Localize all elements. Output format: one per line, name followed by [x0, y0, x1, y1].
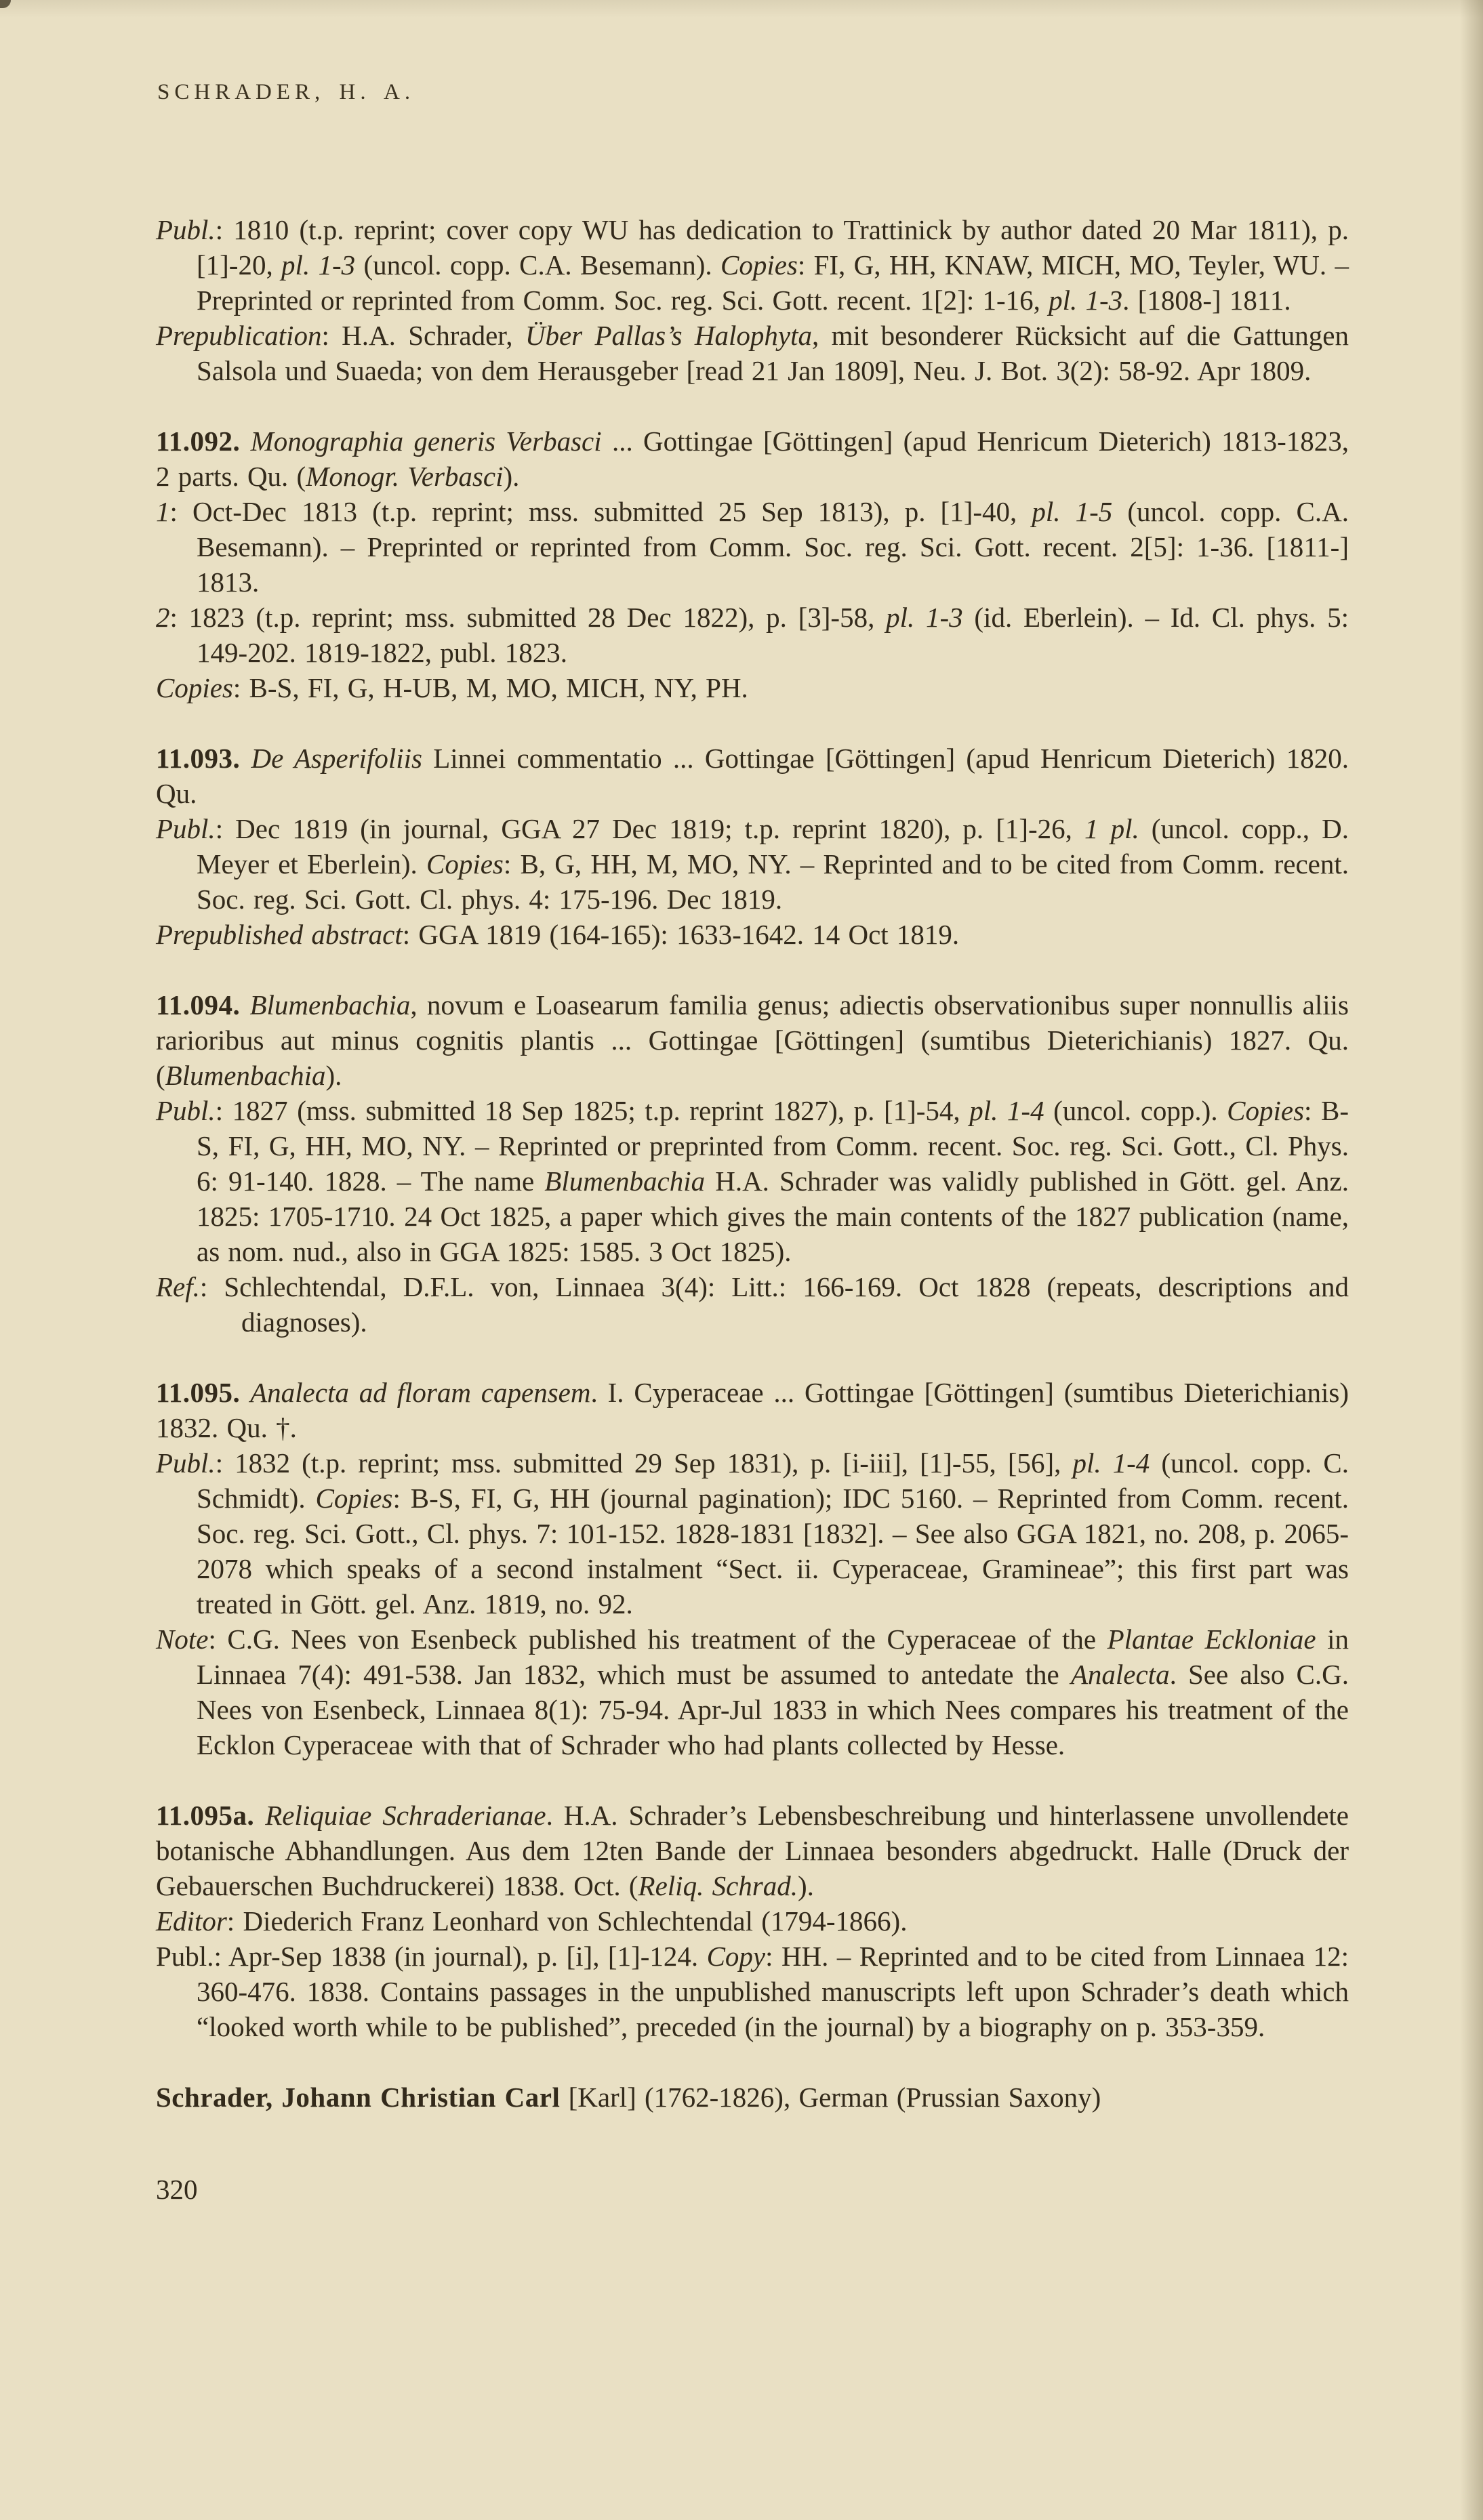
entry-11092-part-2: 2: 1823 (t.p. reprint; mss. submitted 28 Dec 1822), p. [3]-58, pl. 1-3 (id. Eberlein). – Id. Cl. phys. 5: 149-202. 1819-1822, publ. 1823. [156, 602, 1349, 668]
entry-11092-copies: Copies: B-S, FI, G, H-UB, M, MO, MICH, NY, PH. [156, 672, 748, 703]
entry-11095a-publ: Publ.: Apr-Sep 1838 (in journal), p. [i], [1]-124. Copy: HH. – Reprinted and to be cited from Linnaea 12: 360-476. 1838. Contains passages in the unpublished manuscripts left upon Schrader’s death which “looked worth while to be published”, preceded (in the journal) by a biography on p. 353-359. [156, 1941, 1349, 2042]
entry-11095-note: Note: C.G. Nees von Esenbeck published his treatment of the Cyperaceae of the Plantae Eckloniae in Linnaea 7(4): 491-538. Jan 1832, which must be assumed to antedate the Analecta. See also C.G. Nees von Esenbeck, Linnaea 8(1): 75-94. Apr-Jul 1833 in which Nees compares his treatment of the Ecklon Cyperaceae with that of Schrader who had plants collected by Hesse. [156, 1624, 1349, 1760]
entry-heading-11093: 11.093. De Asperifoliis Linnei commentatio ... Gottingae [Göttingen] (apud Henricum Dieterich) 1820. Qu. [156, 743, 1349, 809]
entry-11094-ref: Ref.: Schlechtendal, D.F.L. von, Linnaea 3(4): Litt.: 166-169. Oct 1828 (repeats, descriptions and diagnoses). [156, 1271, 1349, 1338]
entry-heading-11095: 11.095. Analecta ad floram capensem. I. Cyperaceae ... Gottingae [Göttingen] (sumtibus Dieterichianis) 1832. Qu. †. [156, 1377, 1349, 1443]
entry-11095a-editor: Editor: Diederich Franz Leonhard von Schlechtendal (1794-1866). [156, 1905, 908, 1937]
entry-heading-11095a: 11.095a. Reliquiae Schraderianae. H.A. Schrader’s Lebensbeschreibung und hinterlassene unvollendete botanische Abhandlungen. Aus dem 12ten Bande der Linnaea besonders abgedruckt. Halle (Druck der Gebauerschen Buchdruckerei) 1838. Oct. (Reliq. Schrad.). [156, 1800, 1349, 1901]
running-head: SCHRADER, H. A. [157, 80, 415, 104]
entry-heading-schrader-jcc: Schrader, Johann Christian Carl [Karl] (1762-1826), German (Prussian Saxony) [156, 2082, 1101, 2113]
publ-paragraph: Publ.: 1810 (t.p. reprint; cover copy WU has dedication to Trattinick by author dated 20 Mar 1811), p. [1]-20, pl. 1-3 (uncol. copp. C.A. Besemann). Copies: FI, G, HH, KNAW, MICH, MO, Teyler, WU. – Preprinted or reprinted from Comm. Soc. reg. Sci. Gott. recent. 1[2]: 1-16, pl. 1-3. [1808-] 1811. [156, 214, 1349, 316]
entry-11092-part-1: 1: Oct-Dec 1813 (t.p. reprint; mss. submitted 25 Sep 1813), p. [1]-40, pl. 1-5 (uncol. copp. C.A. Besemann). – Preprinted or reprinted from Comm. Soc. reg. Sci. Gott. recent. 2[5]: 1-36. [1811-] 1813. [156, 496, 1349, 598]
entry-11094-publ: Publ.: 1827 (mss. submitted 18 Sep 1825; t.p. reprint 1827), p. [1]-54, pl. 1-4 (uncol. copp.). Copies: B-S, FI, G, HH, MO, NY. – Reprinted or preprinted from Comm. recent. Soc. reg. Sci. Gott., Cl. Phys. 6: 91-140. 1828. – The name Blumenbachia H.A. Schrader was validly published in Gött. gel. Anz. 1825: 1705-1710. 24 Oct 1825, a paper which gives the main contents of the 1827 publication (name, as nom. nud., also in GGA 1825: 1585. 3 Oct 1825). [156, 1095, 1349, 1267]
entry-11093-publ: Publ.: Dec 1819 (in journal, GGA 27 Dec 1819; t.p. reprint 1820), p. [1]-26, 1 pl. (uncol. copp., D. Meyer et Eberlein). Copies: B, G, HH, M, MO, NY. – Reprinted and to be cited from Comm. recent. Soc. reg. Sci. Gott. Cl. phys. 4: 175-196. Dec 1819. [156, 813, 1349, 915]
entry-11095-publ: Publ.: 1832 (t.p. reprint; mss. submitted 29 Sep 1831), p. [i-iii], [1]-55, [56], pl. 1-4 (uncol. copp. C. Schmidt). Copies: B-S, FI, G, HH (journal pagination); IDC 5160. – Reprinted from Comm. recent. Soc. reg. Sci. Gott., Cl. phys. 7: 101-152. 1828-1831 [1832]. – See also GGA 1821, no. 208, p. 2065-2078 which speaks of a second instalment “Sect. ii. Cyperaceae, Gramineae”; this first part was treated in Gött. gel. Anz. 1819, no. 92. [156, 1447, 1349, 1619]
entry-heading-11094: 11.094. Blumenbachia, novum e Loasearum familia genus; adiectis observationibus super nonnullis aliis rarioribus aut minus cognitis plantis ... Gottingae [Göttingen] (sumtibus Dieterichianis) 1827. Qu. (Blumenbachia). [156, 989, 1349, 1091]
entry-heading-11092: 11.092. Monographia generis Verbasci ... Gottingae [Göttingen] (apud Henricum Dieterich) 1813-1823, 2 parts. Qu. (Monogr. Verbasci). [156, 426, 1349, 492]
page-number: 320 [156, 2174, 198, 2205]
prepublication-paragraph: Prepublication: H.A. Schrader, Über Pallas’s Halophyta, mit besonderer Rücksicht auf die Gattungen Salsola und Suaeda; von dem Herausgeber [read 21 Jan 1809], Neu. J. Bot. 3(2): 58-92. Apr 1809. [156, 320, 1349, 386]
entry-11093-prepublished-abstract: Prepublished abstract: GGA 1819 (164-165): 1633-1642. 14 Oct 1819. [156, 919, 960, 950]
